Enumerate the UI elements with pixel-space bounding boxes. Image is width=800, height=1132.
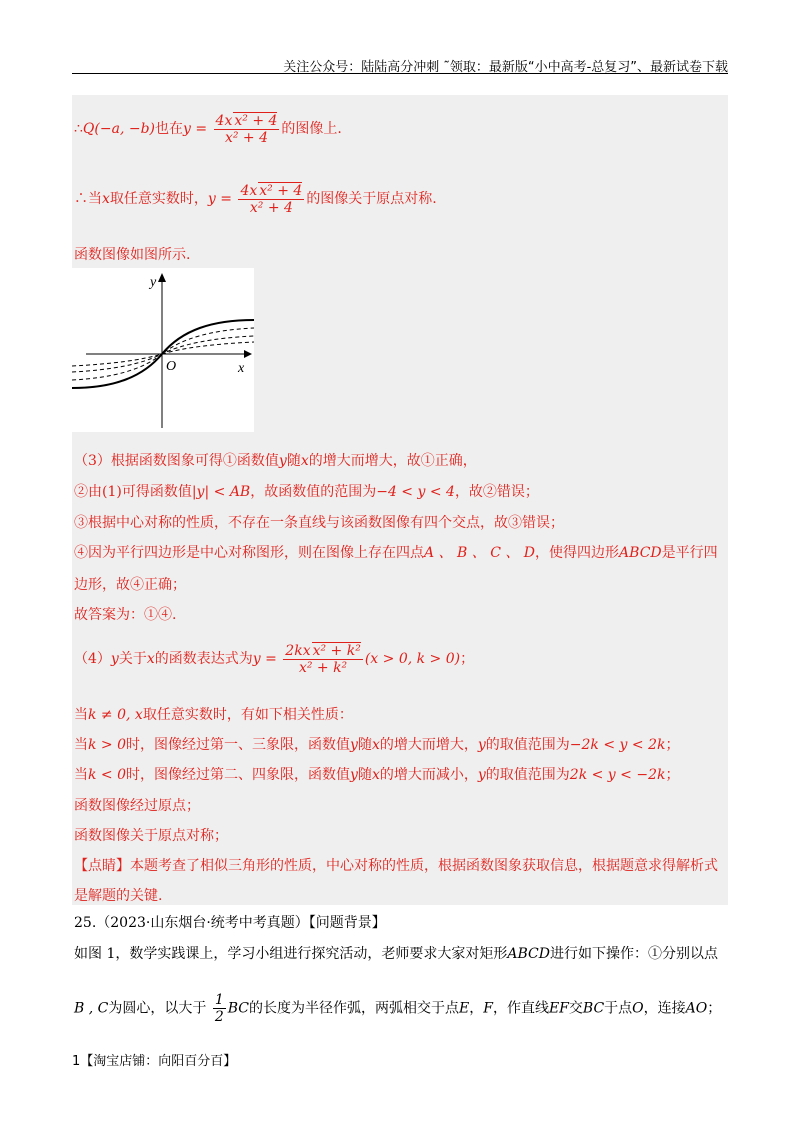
fraction-half: $\frac{1}{2}$ [214,992,224,1025]
y-axis-label: y [150,275,157,290]
question-25-line-2: B , C为圆心，以大于 $\frac{1}{2}$ BC的长度为半径作弧，两弧相交于点E，F，作直线EF交BC于点O，连接AO； [74,992,722,1025]
solution-p7: 当k < 0时，图像经过第二、四象限，函数值y随x的增大而减小，y的取值范围为2k < y < −2k； [74,767,680,783]
solution-p5: 当k ≠ 0, x取任意实数时，有如下相关性质： [74,707,353,723]
solution-line-3: 函数图像如图所示. [74,247,191,263]
fraction: $\frac{\text{2kx x² + k²}}{\text{x² + k²}}$ [285,643,361,676]
x-axis-label: x [238,361,245,376]
solution-p3-line-5: 边形，故④正确； [74,577,186,593]
page-footer: 1【淘宝店铺：向阳百分百】 [72,1054,237,1069]
key-point-line-2: 是解题的关键. [74,888,163,904]
question-25-heading: 25.（2023·山东烟台·统考中考真题）【问题背景】 [74,915,386,931]
solution-p4-line-1: （4）y关于x的函数表达式为y = $\frac{\text{2kx x² + k²}}{\text{x² + k²}}$ (x > 0, k > 0)； [74,643,475,676]
solution-p3-line-4: ④因为平行四边形是中心对称图形，则在图像上存在四点A 、 B 、 C 、 D，使得四边形ABCD是平行四 [74,545,718,561]
fraction: $\frac{\text{4x x² + 4}}{\text{x² + 4}}$ [240,183,303,216]
header-divider [72,73,728,74]
solution-line-1: ∴Q(−a, −b)也在y = $\frac{\text{4x x² + 4}}{\text{x² + 4}}$ 的图像上. [74,113,342,146]
solution-p8: 函数图像经过原点； [74,798,200,814]
solution-p3-line-2: ②由(1)可得函数值|y| < AB，故函数值的范围为−4 < y < 4，故②错误； [74,484,539,500]
solution-p3-line-6: 故答案为：①④. [74,607,177,623]
question-25-line-1: 如图 1，数学实践课上，学习小组进行探究活动，老师要求大家对矩形ABCD进行如下操作：①分别以点 [74,946,718,962]
solution-p9: 函数图像关于原点对称； [74,828,228,844]
x-axis-arrow [244,350,252,358]
solution-p6: 当k > 0时，图像经过第一、三象限，函数值y随x的增大而增大，y的取值范围为−2k < y < 2k； [74,737,680,753]
y-axis-arrow [158,273,166,282]
solution-p3-line-3: ③根据中心对称的性质，不存在一条直线与该函数图像有四个交点，故③错误； [74,515,564,531]
function-graph [72,268,254,432]
solution-line-2: ∴当x取任意实数时，y = $\frac{\text{4x x² + 4}}{\text{x² + 4}}$ 的图像关于原点对称. [74,183,437,216]
fraction: $\frac{\text{4x x² + 4}}{\text{x² + 4}}$ [215,113,278,146]
page-header: 关注公众号：陆陆高分冲刺 ˜领取：最新版“小中高考-总复习”、最新试卷下载 [283,60,728,75]
key-point-line-1: 【点睛】本题考查了相似三角形的性质，中心对称的性质，根据函数图象获取信息，根据题意求得解析式 [74,858,718,874]
solution-p3-line-1: （3）根据函数图象可得①函数值y随x的增大而增大，故①正确， [74,453,477,469]
origin-label: O [166,359,177,374]
